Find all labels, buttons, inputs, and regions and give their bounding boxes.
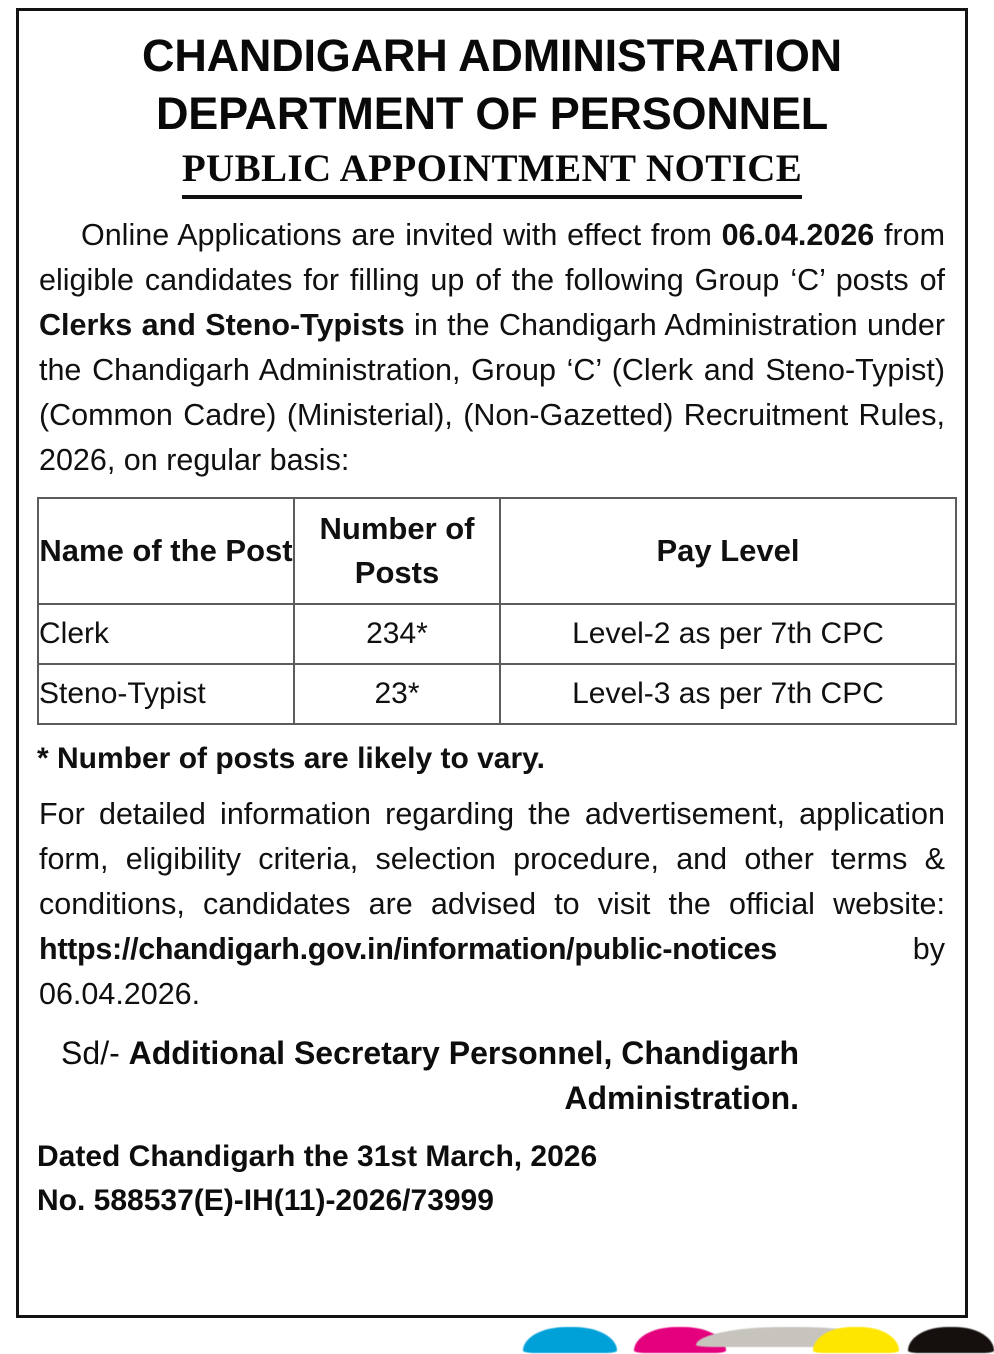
table-row (38, 604, 956, 664)
cyan-registration-dot (523, 1327, 617, 1353)
official-website-url[interactable]: https://chandigarh.gov.in/information/public-notices (39, 932, 777, 966)
cell-pay-level: Level-3 as per 7th CPC (500, 664, 956, 724)
details-text-part-2: by 06.04.2026. (39, 932, 945, 1011)
post-names-emphasis: Clerks and Steno-Typists (39, 308, 405, 342)
table-row (38, 664, 956, 724)
page-title-line-1: CHANDIGARH ADMINISTRATION (142, 30, 842, 81)
page-title-line-3 (37, 146, 947, 199)
posts-vary-footnote: * Number of posts are likely to vary. (37, 742, 545, 775)
details-text-part-1: For detailed information regarding the advertisement, application form, eligibility criteria, selection procedure, and other terms & conditions, candidates are advised to visit the official website: (39, 797, 945, 921)
cell-pay-level: Level-2 as per 7th CPC (500, 604, 956, 664)
notice-reference-number: No. 588537(E)-IH(11)-2026/73999 (37, 1184, 494, 1217)
cell-post-name: Steno-Typist (38, 664, 294, 724)
intro-text-part-3: in the Chandigarh Administration under the Chandigarh Administration, Group ‘C’ (Clerk and Steno-Typist) (Common Cadre) (Ministerial), (Non-Gazetted) Recruitment Rules, 2026, on regular basis: (39, 308, 945, 477)
cell-post-name: Clerk (38, 604, 294, 664)
intro-text-part-2: from eligible candidates for filling up of the following Group ‘C’ posts of (39, 218, 945, 297)
table-header-row (38, 498, 956, 604)
cell-post-count: 234* (294, 604, 500, 664)
details-paragraph (37, 792, 947, 1017)
intro-paragraph (37, 213, 947, 483)
notice-dated-line: Dated Chandigarh the 31st March, 2026 (37, 1140, 598, 1173)
intro-text-part-1: Online Applications are invited with effect from (81, 218, 722, 252)
signature-block (37, 1031, 947, 1121)
cell-post-count: 23* (294, 664, 500, 724)
column-header-pay-level: Pay Level (500, 498, 956, 604)
column-header-post-name: Name of the Post (38, 498, 294, 604)
application-start-date: 06.04.2026 (721, 218, 875, 252)
black-registration-dot (908, 1327, 994, 1353)
column-header-post-count: Number of Posts (294, 498, 500, 604)
signed-marker: Sd/- (61, 1035, 129, 1071)
posts-table (37, 497, 957, 725)
signatory-designation: Additional Secretary Personnel, Chandigarh Administration. (128, 1035, 799, 1116)
public-notice-frame (16, 8, 968, 1318)
page-title-line-2: DEPARTMENT OF PERSONNEL (155, 88, 829, 139)
public-appointment-notice-underlined-title: PUBLIC APPOINTMENT NOTICE (182, 146, 802, 199)
cmyk-registration-strip (0, 1327, 994, 1354)
